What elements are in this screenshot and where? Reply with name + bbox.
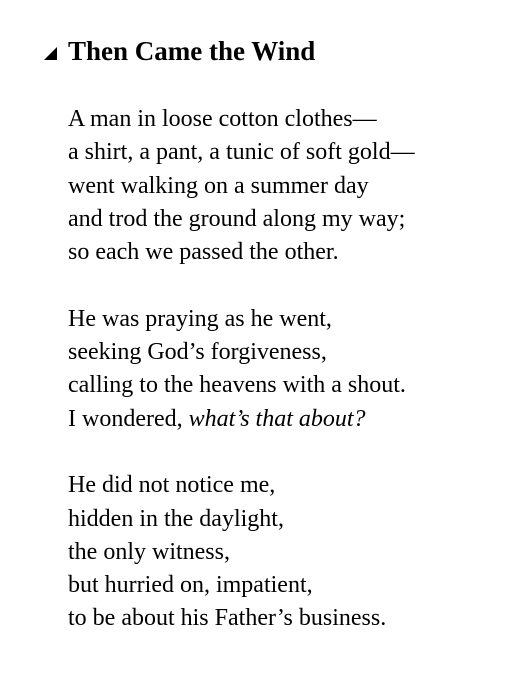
poem-line: so each we passed the other. (68, 239, 339, 266)
poem-line: A man in loose cotton clothes— (68, 106, 377, 132)
poem-line-mixed (68, 403, 415, 436)
stanza-1 (68, 103, 415, 269)
poem-line: calling to the heavens with a shout. (68, 372, 406, 399)
poem-line-prefix: I wondered, (68, 405, 189, 432)
collapse-triangle-icon[interactable] (44, 47, 57, 60)
poem-line: to be about his Father’s business. (68, 605, 387, 632)
poem-line: seeking God’s forgiveness, (68, 339, 327, 366)
poem-line-italic: what’s that about? (188, 405, 366, 432)
poem-title: Then Came the Wind (68, 36, 316, 66)
poem-line: the only witness, (68, 538, 230, 565)
poem-line: and trod the ground along my way; (68, 205, 406, 232)
poem-line: hidden in the daylight, (68, 505, 284, 532)
stanza-2 (68, 303, 415, 436)
poem-line: a shirt, a pant, a tunic of soft gold— (68, 139, 415, 166)
poem-line: He did not notice me, (68, 472, 276, 499)
poem-line: He was praying as he went, (68, 305, 332, 332)
poem-body (68, 103, 415, 636)
poem-line: but hurried on, impatient, (68, 572, 313, 599)
section-heading (44, 34, 315, 68)
stanza-3 (68, 469, 415, 635)
poem-line: went walking on a summer day (68, 172, 369, 199)
